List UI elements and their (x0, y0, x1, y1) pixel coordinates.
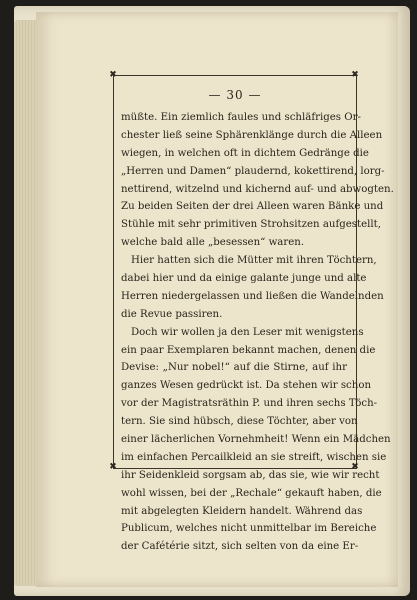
body-text (121, 109, 394, 556)
text-line: „Herren und Damen“ plaudernd, kokettirend, lorg- (121, 165, 385, 177)
text-line: ihr Seidenkleid sorgsam ab, das sie, wie wir recht (121, 469, 380, 481)
text-line: im einfachen Percailkleid an sie streift, wischen sie (121, 451, 387, 463)
corner-ornament-icon: ✖ (351, 462, 359, 472)
text-line: müßte. Ein ziemlich faules und schläfriges Or- (121, 112, 361, 123)
text-line: Herren niedergelassen und ließen die Wandelnden (121, 290, 384, 302)
corner-ornament-icon: ✖ (109, 70, 117, 80)
text-line: die Revue passiren. (121, 308, 223, 320)
page-edges (14, 20, 36, 586)
text-line: Zu beiden Seiten der drei Alleen waren Bänke und (121, 201, 384, 213)
corner-ornament-icon: ✖ (351, 70, 359, 80)
text-line: Publicum, welches nicht unmittelbar im Bereiche (121, 523, 377, 535)
page-number: — 30 — (208, 88, 262, 102)
text-line: nettirend, witzelnd und kichernd auf- und abwogten. (121, 183, 394, 195)
text-line: Hier hatten sich die Mütter mit ihren Töchtern, (131, 255, 377, 267)
text-line: Stühle mit sehr primitiven Strohsitzen aufgestellt, (121, 219, 381, 231)
text-line: einer lächerlichen Vornehmheit! Wenn ein Mädchen (121, 434, 391, 446)
text-line: tern. Sie sind hübsch, diese Töchter, aber von (121, 416, 358, 428)
text-line: der Cafétérie sitzt, sich selten von da eine Er- (121, 541, 359, 553)
text-line: Doch wir wollen ja den Leser mit wenigstens (131, 326, 364, 338)
text-line: mit abgelegten Kleidern handelt. Während das (121, 505, 363, 517)
text-line: dabei hier und da einige galante junge und alte (121, 273, 367, 285)
corner-ornament-icon: ✖ (109, 462, 117, 472)
text-line: ein paar Exemplaren bekannt machen, denen die (121, 344, 376, 356)
text-line: welche bald alle „besessen“ waren. (121, 237, 305, 249)
text-line: Devise: „Nur nobel!“ auf die Stirne, auf ihr (121, 362, 347, 374)
text-line: chester ließ seine Sphärenklänge durch die Alleen (121, 129, 383, 141)
text-line: vor der Magistratsräthin P. und ihren sechs Töch- (121, 398, 378, 410)
text-line: wohl wissen, bei der „Rechale“ gekauft haben, die (121, 487, 382, 499)
text-line: ganzes Wesen gedrückt ist. Da stehen wir schon (121, 380, 372, 392)
text-line: wiegen, in welchen oft in dichtem Gedränge die (121, 147, 369, 159)
